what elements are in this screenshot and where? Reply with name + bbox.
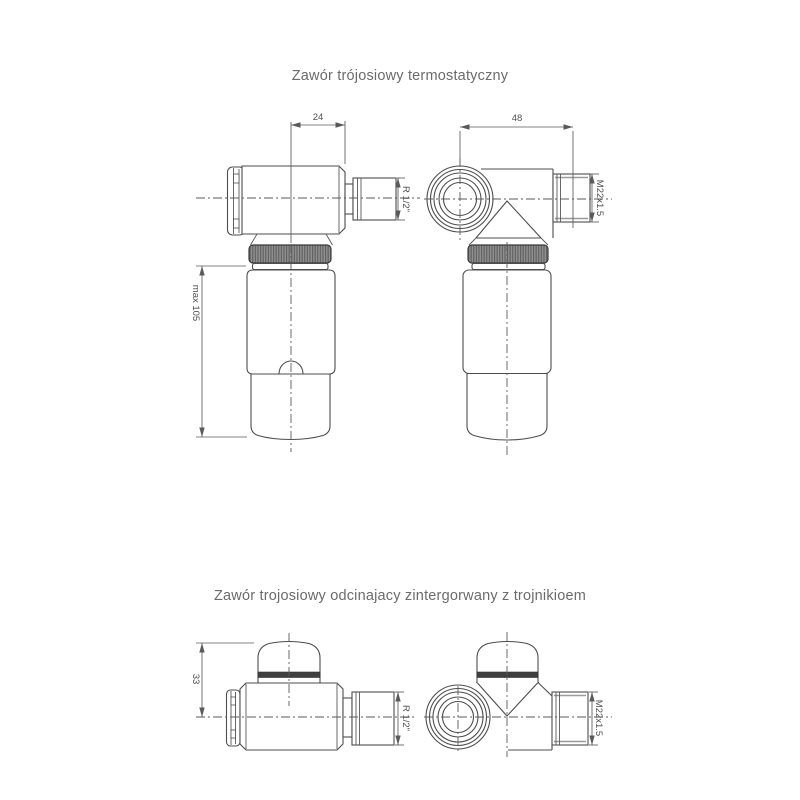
dimension-m22: [590, 174, 605, 222]
outlet-boss: [508, 745, 552, 750]
dim-label-r12: R 1/2": [400, 704, 411, 732]
valve-body: [240, 683, 343, 750]
dim-label-24: 24: [312, 112, 324, 123]
valve-tail: [227, 690, 241, 746]
dimension-r12: [395, 692, 411, 745]
shutoff-side-view: [190, 633, 415, 750]
dimension-max105: [190, 266, 247, 437]
dim-label-max105: max 105: [190, 284, 201, 322]
valve-outlet-m22: [552, 692, 588, 745]
dimension-r12: [397, 178, 411, 220]
dimension-m22: [589, 692, 604, 745]
valve-cap: [477, 642, 538, 684]
shutoff-front-view: [424, 632, 612, 757]
collar: [472, 264, 545, 270]
collar: [253, 264, 329, 270]
dim-label-m22: M22x1.5: [594, 179, 605, 217]
section-title-thermostatic: Zawór trójosiowy termostatyczny: [291, 68, 509, 84]
valve-outlet-r12: [345, 178, 396, 220]
dim-label-m22: M22x1.5: [593, 699, 604, 737]
valve-outlet-m22: [553, 174, 590, 222]
thermostatic-side-view: [190, 112, 420, 452]
thermostatic-front-view: [424, 113, 612, 455]
valve-outlet-r12: [343, 692, 394, 745]
valve-body: [242, 166, 345, 245]
dim-label-r12: R 1/2": [400, 185, 411, 213]
dim-label-33: 33: [190, 673, 201, 685]
knurled-ring: [249, 245, 331, 263]
dim-label-48: 48: [511, 113, 523, 124]
knurled-ring: [468, 245, 548, 263]
section-title-shutoff: Zawór trojosiowy odcinajacy zintergorwany z trojnikioem: [213, 588, 587, 604]
